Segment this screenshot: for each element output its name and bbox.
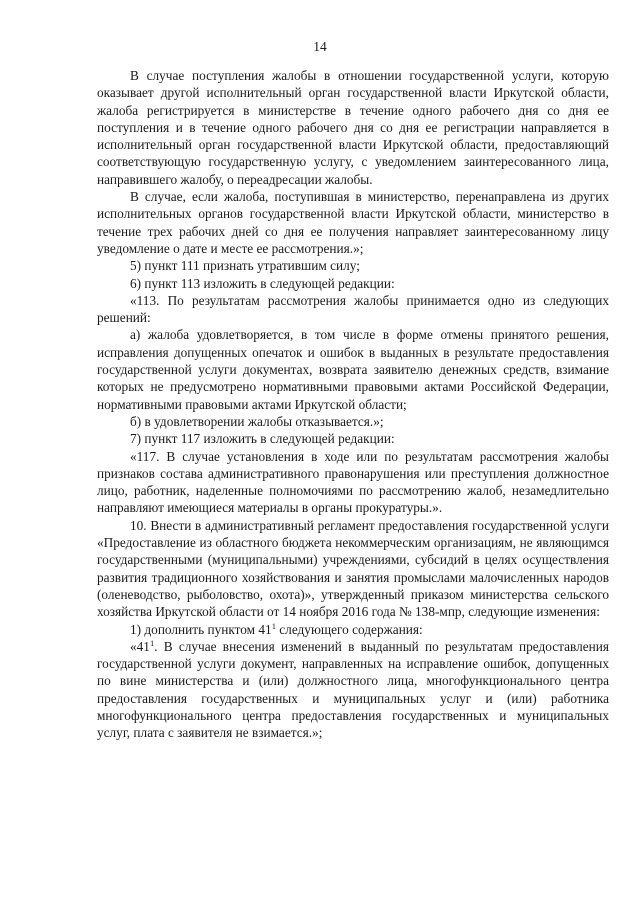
item-6-clause-113: 6) пункт 113 изложить в следующей редакции: bbox=[130, 275, 395, 291]
clause-113-subitem-a: а) жалоба удовлетворяется, в том числе в форме отмены принятого решения, исправления допущенных опечаток и ошибок в выданных в результате предоставления государственной услуги документах, возврата заявителю денежных средств, взимание которых не предусмотрено нормативными правовыми актами Российской Федерации, нормативными правовыми актами Иркутской области; bbox=[97, 327, 609, 412]
clause-113-text: «113. По результатам рассмотрения жалобы принимается одно из следующих решений: bbox=[97, 292, 609, 326]
clause-41-1-number: «41 bbox=[130, 638, 150, 654]
clause-41-1-superscript: 1 bbox=[149, 637, 155, 648]
clause-41-1-body: . В случае внесения изменений в выданный по результатам предоставления государственной услуги документ, направленных на исправление ошибок, допущенных по вине министерства и (или) должностного лица, многофункционального центра предоставления государственных и муниципальных услуг и (или) работника многофункционального центра предоставления государственных и муниципальных услуг, плата с заявителя не взимается.»; bbox=[97, 638, 609, 741]
page-number: 14 bbox=[313, 39, 327, 54]
item-1-add-clause-41-1 bbox=[97, 621, 609, 638]
clause-41-1-text bbox=[97, 638, 609, 742]
clause-117-text: «117. В случае установления в ходе или по результатам рассмотрения жалобы признаков состава административного правонарушения или преступления должностное лицо, работник, наделенные полномочиями по рассмотрению жалоб, незамедлительно направляют имеющиеся материалы в органы прокуратуры.». bbox=[97, 448, 609, 516]
item-5-clause-111: 5) пункт 111 признать утратившим силу; bbox=[130, 258, 360, 274]
paragraph-complaint-forwarded: В случае, если жалоба, поступившая в министерство, перенаправлена из других исполнительных органов государственной власти Иркутской области, министерство в течение трех рабочих дней со дня ее получения направляет заинтересованному лицу уведомление о дате и месте ее рассмотрения.»; bbox=[97, 189, 609, 256]
clause-113-subitem-b: б) в удовлетворении жалобы отказывается.»; bbox=[130, 413, 384, 429]
item-7-clause-117: 7) пункт 117 изложить в следующей редакции: bbox=[130, 431, 395, 447]
item-1-text-before: 1) дополнить пунктом 41 bbox=[130, 621, 272, 637]
section-10-intro: 10. Внести в административный регламент предоставления государственной услуги «Предоставление из областного бюджета некоммерческим организациям, не являющимся государственными (муниципальными) учреждениями, субсидий в целях осуществления развития традиционного хозяйствования и занятия промыслами малочисленных народов (оленеводство, рыболовство, охота)», утвержденный приказом министерства сельского хозяйства Иркутской области от 14 ноября 2016 года № 138-мпр, следующие изменения: bbox=[97, 517, 609, 620]
item-1-superscript: 1 bbox=[271, 620, 276, 631]
item-1-text-after: следующего содержания: bbox=[275, 621, 423, 637]
document-body bbox=[97, 67, 609, 742]
paragraph-complaint-redirect: В случае поступления жалобы в отношении государственной услуги, которую оказывает другой исполнительный орган государственной власти Иркутской области, жалоба регистрируется в министерстве в течение одного рабочего дня со дня ее поступления и в течение одного рабочего дня со дня ее регистрации направляется в исполнительный орган государственной власти Иркутской области, предоставляющий соответствующую государственную услугу, с уведомлением заинтересованного лица, направившего жалобу, о переадресации жалобы. bbox=[97, 68, 609, 187]
